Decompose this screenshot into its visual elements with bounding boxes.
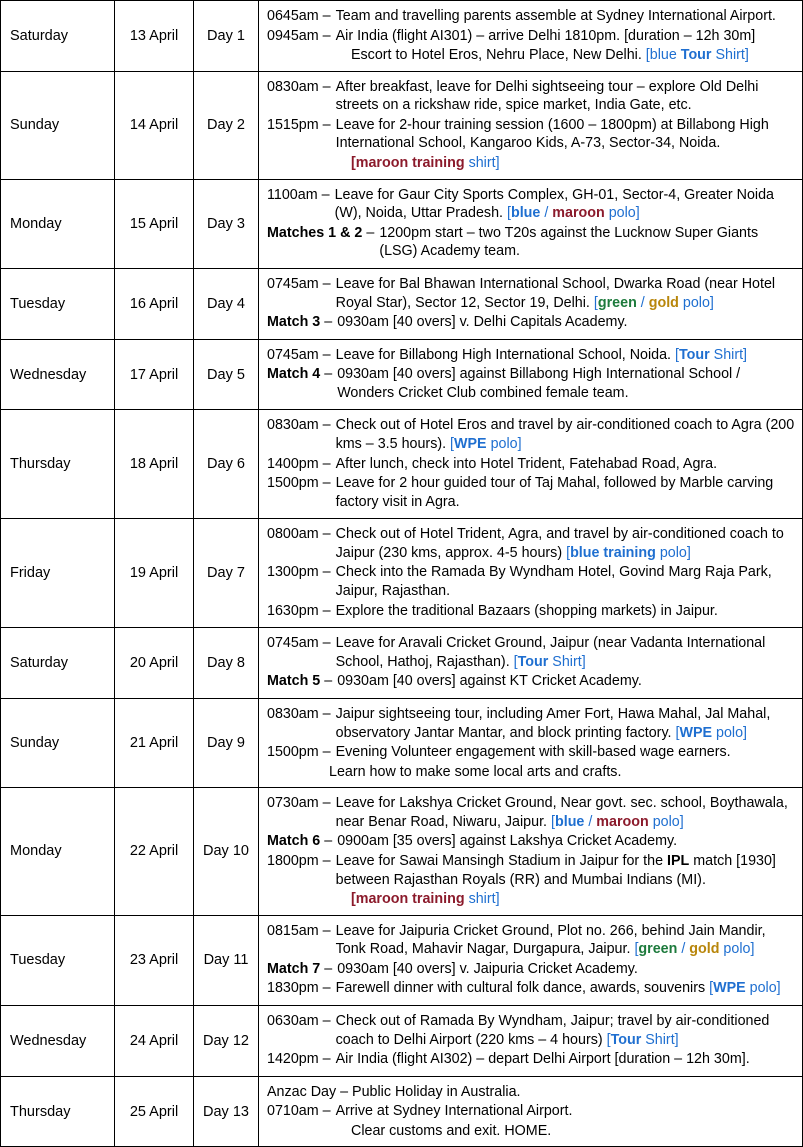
detail-text: 0930am [40 overs] against Billabong High International School / Wonders Cricket Club combined female team. xyxy=(337,366,741,401)
row-weekday: Thursday xyxy=(1,1076,115,1147)
row-weekday: Sunday xyxy=(1,71,115,179)
row-day-number: Day 13 xyxy=(194,1076,259,1147)
row-day-number: Day 5 xyxy=(194,339,259,410)
table-row xyxy=(1,1,803,72)
row-details xyxy=(259,788,803,915)
kit-note-line: [maroon training shirt] xyxy=(351,891,500,908)
row-weekday: Wednesday xyxy=(1,339,115,410)
detail-time: 0710am xyxy=(267,1103,319,1120)
detail-line xyxy=(267,743,796,762)
row-day-number: Day 9 xyxy=(194,698,259,787)
detail-time: 0745am xyxy=(267,275,319,292)
detail-time: 0645am xyxy=(267,8,319,24)
detail-text: Leave for Lakshya Cricket Ground, Near govt. sec. school, Boythawala, near Benar Road, Niwaru, Jaipur. [blue / maroon polo] xyxy=(335,795,788,830)
row-date: 15 April xyxy=(115,179,194,268)
kit-note: [green / gold polo] xyxy=(593,294,714,311)
detail-line xyxy=(267,365,796,402)
row-weekday: Monday xyxy=(1,179,115,268)
detail-dash: – xyxy=(322,27,331,44)
kit-note-line: [maroon training shirt] xyxy=(351,155,500,172)
row-day-number: Day 7 xyxy=(194,519,259,628)
row-details xyxy=(259,519,803,628)
detail-continuation: Escort to Hotel Eros, Nehru Place, New Delhi. [blue Tour Shirt] xyxy=(351,47,749,64)
row-day-number: Day 12 xyxy=(194,1006,259,1077)
detail-text: Air India (flight AI301) – arrive Delhi 1810pm. [duration – 12h 30m] xyxy=(335,27,756,44)
detail-label: Match 6 xyxy=(267,833,321,850)
detail-time: 1400pm xyxy=(267,455,319,472)
detail-text: 1200pm start – two T20s against the Lucknow Super Giants (LSG) Academy team. xyxy=(379,224,759,260)
kit-note: [blue / maroon polo] xyxy=(551,813,684,830)
detail-text: Leave for Sawai Mansingh Stadium in Jaipur for the IPL match [1930] between Rajasthan Royals (RR) and Mumbai Indians (MI). xyxy=(335,852,776,888)
table-row xyxy=(1,1076,803,1147)
kit-note: [Tour Shirt] xyxy=(675,346,748,363)
detail-line xyxy=(267,78,796,115)
detail-dash: – xyxy=(324,673,333,690)
detail-time: 1420pm xyxy=(267,1051,319,1068)
detail-text: Explore the traditional Bazaars (shopping markets) in Jaipur. xyxy=(335,602,718,619)
detail-text: Check out of Hotel Trident, Agra, and travel by air-conditioned coach to Jaipur (230 kms, approx. 4-5 hours) [blue training polo] xyxy=(335,526,784,561)
detail-dash: – xyxy=(324,314,333,331)
detail-line xyxy=(267,922,796,959)
table-row xyxy=(1,268,803,339)
row-details xyxy=(259,410,803,519)
detail-time: 0630am xyxy=(267,1013,319,1030)
detail-dash: – xyxy=(322,705,331,722)
detail-line xyxy=(267,852,796,889)
detail-time: 1500pm xyxy=(267,744,319,761)
row-date: 13 April xyxy=(115,1,194,72)
detail-label: Match 7 xyxy=(267,960,321,977)
row-date: 18 April xyxy=(115,410,194,519)
table-row xyxy=(1,339,803,410)
detail-text: Check into the Ramada By Wyndham Hotel, Govind Marg Raja Park, Jaipur, Rajasthan. xyxy=(335,564,772,600)
detail-dash: – xyxy=(322,795,331,812)
detail-continuation: Clear customs and exit. HOME. xyxy=(351,1122,552,1139)
detail-line xyxy=(267,313,796,332)
detail-dash: – xyxy=(322,346,331,363)
detail-text: 0930am [40 overs] v. Jaipuria Cricket Academy. xyxy=(337,960,638,977)
detail-text: Leave for 2-hour training session (1600 – 1800pm) at Billabong High International School, Kangaroo Kids, A-73, Sector-34, Noida. xyxy=(335,116,769,152)
detail-time: 1515pm xyxy=(267,116,319,133)
detail-label: Match 5 xyxy=(267,673,321,690)
detail-line xyxy=(267,186,796,223)
detail-time: 1300pm xyxy=(267,564,319,581)
detail-text: Leave for Bal Bhawan International School, Dwarka Road (near Hotel Royal Star), Sector 12, Sector 19, Delhi. [green / gold polo] xyxy=(335,275,776,311)
detail-dash: – xyxy=(322,602,331,619)
kit-note: [WPE polo] xyxy=(675,724,748,741)
detail-dash: – xyxy=(322,564,331,581)
table-row xyxy=(1,628,803,699)
row-date: 22 April xyxy=(115,788,194,915)
row-weekday: Tuesday xyxy=(1,268,115,339)
detail-text: 0900am [35 overs] against Lakshya Cricket Academy. xyxy=(337,833,678,850)
detail-line xyxy=(267,563,796,600)
detail-line xyxy=(267,634,796,671)
table-row xyxy=(1,788,803,915)
detail-text: Leave for Aravali Cricket Ground, Jaipur (near Vadanta International School, Hathoj, Rajasthan). [Tour Shirt] xyxy=(335,635,766,670)
detail-time: 0830am xyxy=(267,78,319,95)
table-row xyxy=(1,410,803,519)
detail-dash: – xyxy=(322,275,331,292)
detail-time: 0730am xyxy=(267,795,319,812)
row-date: 16 April xyxy=(115,268,194,339)
detail-text: After breakfast, leave for Delhi sightseeing tour – explore Old Delhi streets on a rickshaw ride, spice market, India Gate, etc. xyxy=(335,78,759,114)
detail-text: Leave for Billabong High International School, Noida. [Tour Shirt] xyxy=(335,346,748,363)
detail-line xyxy=(267,275,796,312)
detail-dash: – xyxy=(321,186,330,203)
row-weekday: Saturday xyxy=(1,628,115,699)
row-weekday: Tuesday xyxy=(1,915,115,1005)
detail-continuation: Learn how to make some local arts and crafts. xyxy=(329,763,622,780)
kit-note: [Tour Shirt] xyxy=(606,1031,679,1048)
row-day-number: Day 2 xyxy=(194,71,259,179)
kit-note: [blue / maroon polo] xyxy=(506,205,640,222)
detail-text: Leave for Jaipuria Cricket Ground, Plot no. 266, behind Jain Mandir, Tonk Road, Mahavir Nagar, Durgapura, Jaipur. [green / gold polo] xyxy=(335,922,766,958)
detail-time: 1800pm xyxy=(267,852,319,869)
detail-time: 0830am xyxy=(267,705,319,722)
row-details xyxy=(259,628,803,699)
detail-line xyxy=(267,525,796,562)
kit-note: [green / gold polo] xyxy=(634,941,755,958)
table-row xyxy=(1,179,803,268)
row-date: 24 April xyxy=(115,1006,194,1077)
row-date: 23 April xyxy=(115,915,194,1005)
detail-dash: – xyxy=(322,526,331,543)
detail-line xyxy=(267,455,796,474)
detail-text: 0930am [40 overs] v. Delhi Capitals Academy. xyxy=(337,314,628,331)
detail-line xyxy=(267,116,796,153)
row-day-number: Day 6 xyxy=(194,410,259,519)
detail-line xyxy=(267,832,796,851)
detail-text: Farewell dinner with cultural folk dance, awards, souvenirs [WPE polo] xyxy=(335,980,781,997)
row-details xyxy=(259,1076,803,1147)
detail-time: 0800am xyxy=(267,526,319,543)
itinerary-body xyxy=(1,1,803,1147)
detail-text: Check out of Ramada By Wyndham, Jaipur; travel by air-conditioned coach to Delhi Airport (220 kms – 4 hours) [Tour Shirt] xyxy=(335,1013,770,1048)
detail-text: Leave for 2 hour guided tour of Taj Mahal, followed by Marble carving factory visit in Agra. xyxy=(335,475,774,510)
detail-dash: – xyxy=(322,852,331,869)
detail-time: 1100am xyxy=(267,186,318,203)
row-date: 21 April xyxy=(115,698,194,787)
table-row xyxy=(1,915,803,1005)
detail-dash: – xyxy=(322,417,331,434)
row-weekday: Monday xyxy=(1,788,115,915)
row-weekday: Friday xyxy=(1,519,115,628)
detail-time: 1500pm xyxy=(267,475,319,492)
detail-time: 0945am xyxy=(267,27,319,44)
row-weekday: Thursday xyxy=(1,410,115,519)
row-date: 25 April xyxy=(115,1076,194,1147)
detail-dash: – xyxy=(322,1051,331,1068)
detail-dash: – xyxy=(322,1103,331,1120)
detail-line xyxy=(267,416,796,453)
detail-line xyxy=(267,979,796,998)
detail-time: 0745am xyxy=(267,635,319,652)
detail-line xyxy=(267,474,796,511)
kit-note: [blue training polo] xyxy=(566,544,691,561)
detail-line xyxy=(267,224,796,261)
detail-line xyxy=(267,794,796,831)
kit-note: [WPE polo] xyxy=(450,435,522,452)
detail-line xyxy=(267,960,796,979)
detail-dash: – xyxy=(324,366,333,383)
table-row xyxy=(1,698,803,787)
detail-text: Team and travelling parents assemble at Sydney International Airport. xyxy=(335,8,776,24)
detail-dash: – xyxy=(322,922,331,939)
detail-line xyxy=(267,705,796,742)
table-row xyxy=(1,1006,803,1077)
detail-text: Jaipur sightseeing tour, including Amer Fort, Hawa Mahal, Jal Mahal, observatory Jantar Mantar, and block printing factory. [WPE polo] xyxy=(335,705,771,741)
row-day-number: Day 3 xyxy=(194,179,259,268)
row-day-number: Day 11 xyxy=(194,915,259,1005)
detail-label: Matches 1 & 2 xyxy=(267,224,363,241)
detail-line: Anzac Day – Public Holiday in Australia. xyxy=(267,1083,521,1100)
detail-text: Air India (flight AI302) – depart Delhi Airport [duration – 12h 30m]. xyxy=(335,1051,750,1068)
detail-label: Match 3 xyxy=(267,314,321,331)
kit-note: [WPE polo] xyxy=(709,980,781,997)
detail-line xyxy=(267,1050,796,1069)
row-details xyxy=(259,179,803,268)
row-details xyxy=(259,1,803,72)
detail-dash: – xyxy=(324,960,333,977)
detail-text: Arrive at Sydney International Airport. xyxy=(335,1103,573,1120)
row-weekday: Wednesday xyxy=(1,1006,115,1077)
detail-dash: – xyxy=(322,78,331,95)
detail-time: 1830pm xyxy=(267,980,319,997)
detail-text: Evening Volunteer engagement with skill-based wage earners. xyxy=(335,744,731,761)
table-row xyxy=(1,71,803,179)
detail-time: 1630pm xyxy=(267,602,319,619)
detail-time: 0815am xyxy=(267,922,319,939)
row-day-number: Day 4 xyxy=(194,268,259,339)
row-day-number: Day 1 xyxy=(194,1,259,72)
row-details xyxy=(259,268,803,339)
detail-dash: – xyxy=(322,980,331,997)
kit-note: [blue Tour Shirt] xyxy=(645,47,749,64)
detail-text: Check out of Hotel Eros and travel by air-conditioned coach to Agra (200 kms – 3.5 hours). [WPE polo] xyxy=(335,417,795,452)
row-details xyxy=(259,915,803,1005)
detail-dash: – xyxy=(322,744,331,761)
detail-line xyxy=(267,1102,796,1121)
kit-note: [Tour Shirt] xyxy=(513,653,586,670)
row-day-number: Day 10 xyxy=(194,788,259,915)
row-date: 20 April xyxy=(115,628,194,699)
detail-dash: – xyxy=(322,455,331,472)
detail-label: Match 4 xyxy=(267,366,321,383)
table-row xyxy=(1,519,803,628)
row-details xyxy=(259,339,803,410)
detail-text: 0930am [40 overs] against KT Cricket Academy. xyxy=(337,673,642,690)
detail-dash: – xyxy=(322,116,331,133)
detail-dash: – xyxy=(322,8,331,24)
row-date: 19 April xyxy=(115,519,194,628)
detail-dash: – xyxy=(322,1013,331,1030)
detail-dash: – xyxy=(324,833,333,850)
detail-time: 0745am xyxy=(267,346,319,363)
detail-dash: – xyxy=(322,635,331,652)
row-details xyxy=(259,1006,803,1077)
row-day-number: Day 8 xyxy=(194,628,259,699)
row-date: 14 April xyxy=(115,71,194,179)
detail-dash: – xyxy=(366,224,375,241)
detail-line xyxy=(267,602,796,621)
detail-line xyxy=(267,27,796,46)
row-date: 17 April xyxy=(115,339,194,410)
row-weekday: Saturday xyxy=(1,1,115,72)
detail-dash: – xyxy=(322,475,331,492)
row-weekday: Sunday xyxy=(1,698,115,787)
detail-text: Leave for Gaur City Sports Complex, GH-01, Sector-4, Greater Noida (W), Noida, Uttar Pradesh. [blue / maroon polo] xyxy=(334,186,774,222)
detail-line xyxy=(267,7,796,26)
row-details xyxy=(259,71,803,179)
detail-time: 0830am xyxy=(267,417,319,434)
detail-text: After lunch, check into Hotel Trident, Fatehabad Road, Agra. xyxy=(335,455,718,472)
row-details xyxy=(259,698,803,787)
detail-line xyxy=(267,346,796,365)
detail-line xyxy=(267,672,796,691)
detail-line xyxy=(267,1012,796,1049)
